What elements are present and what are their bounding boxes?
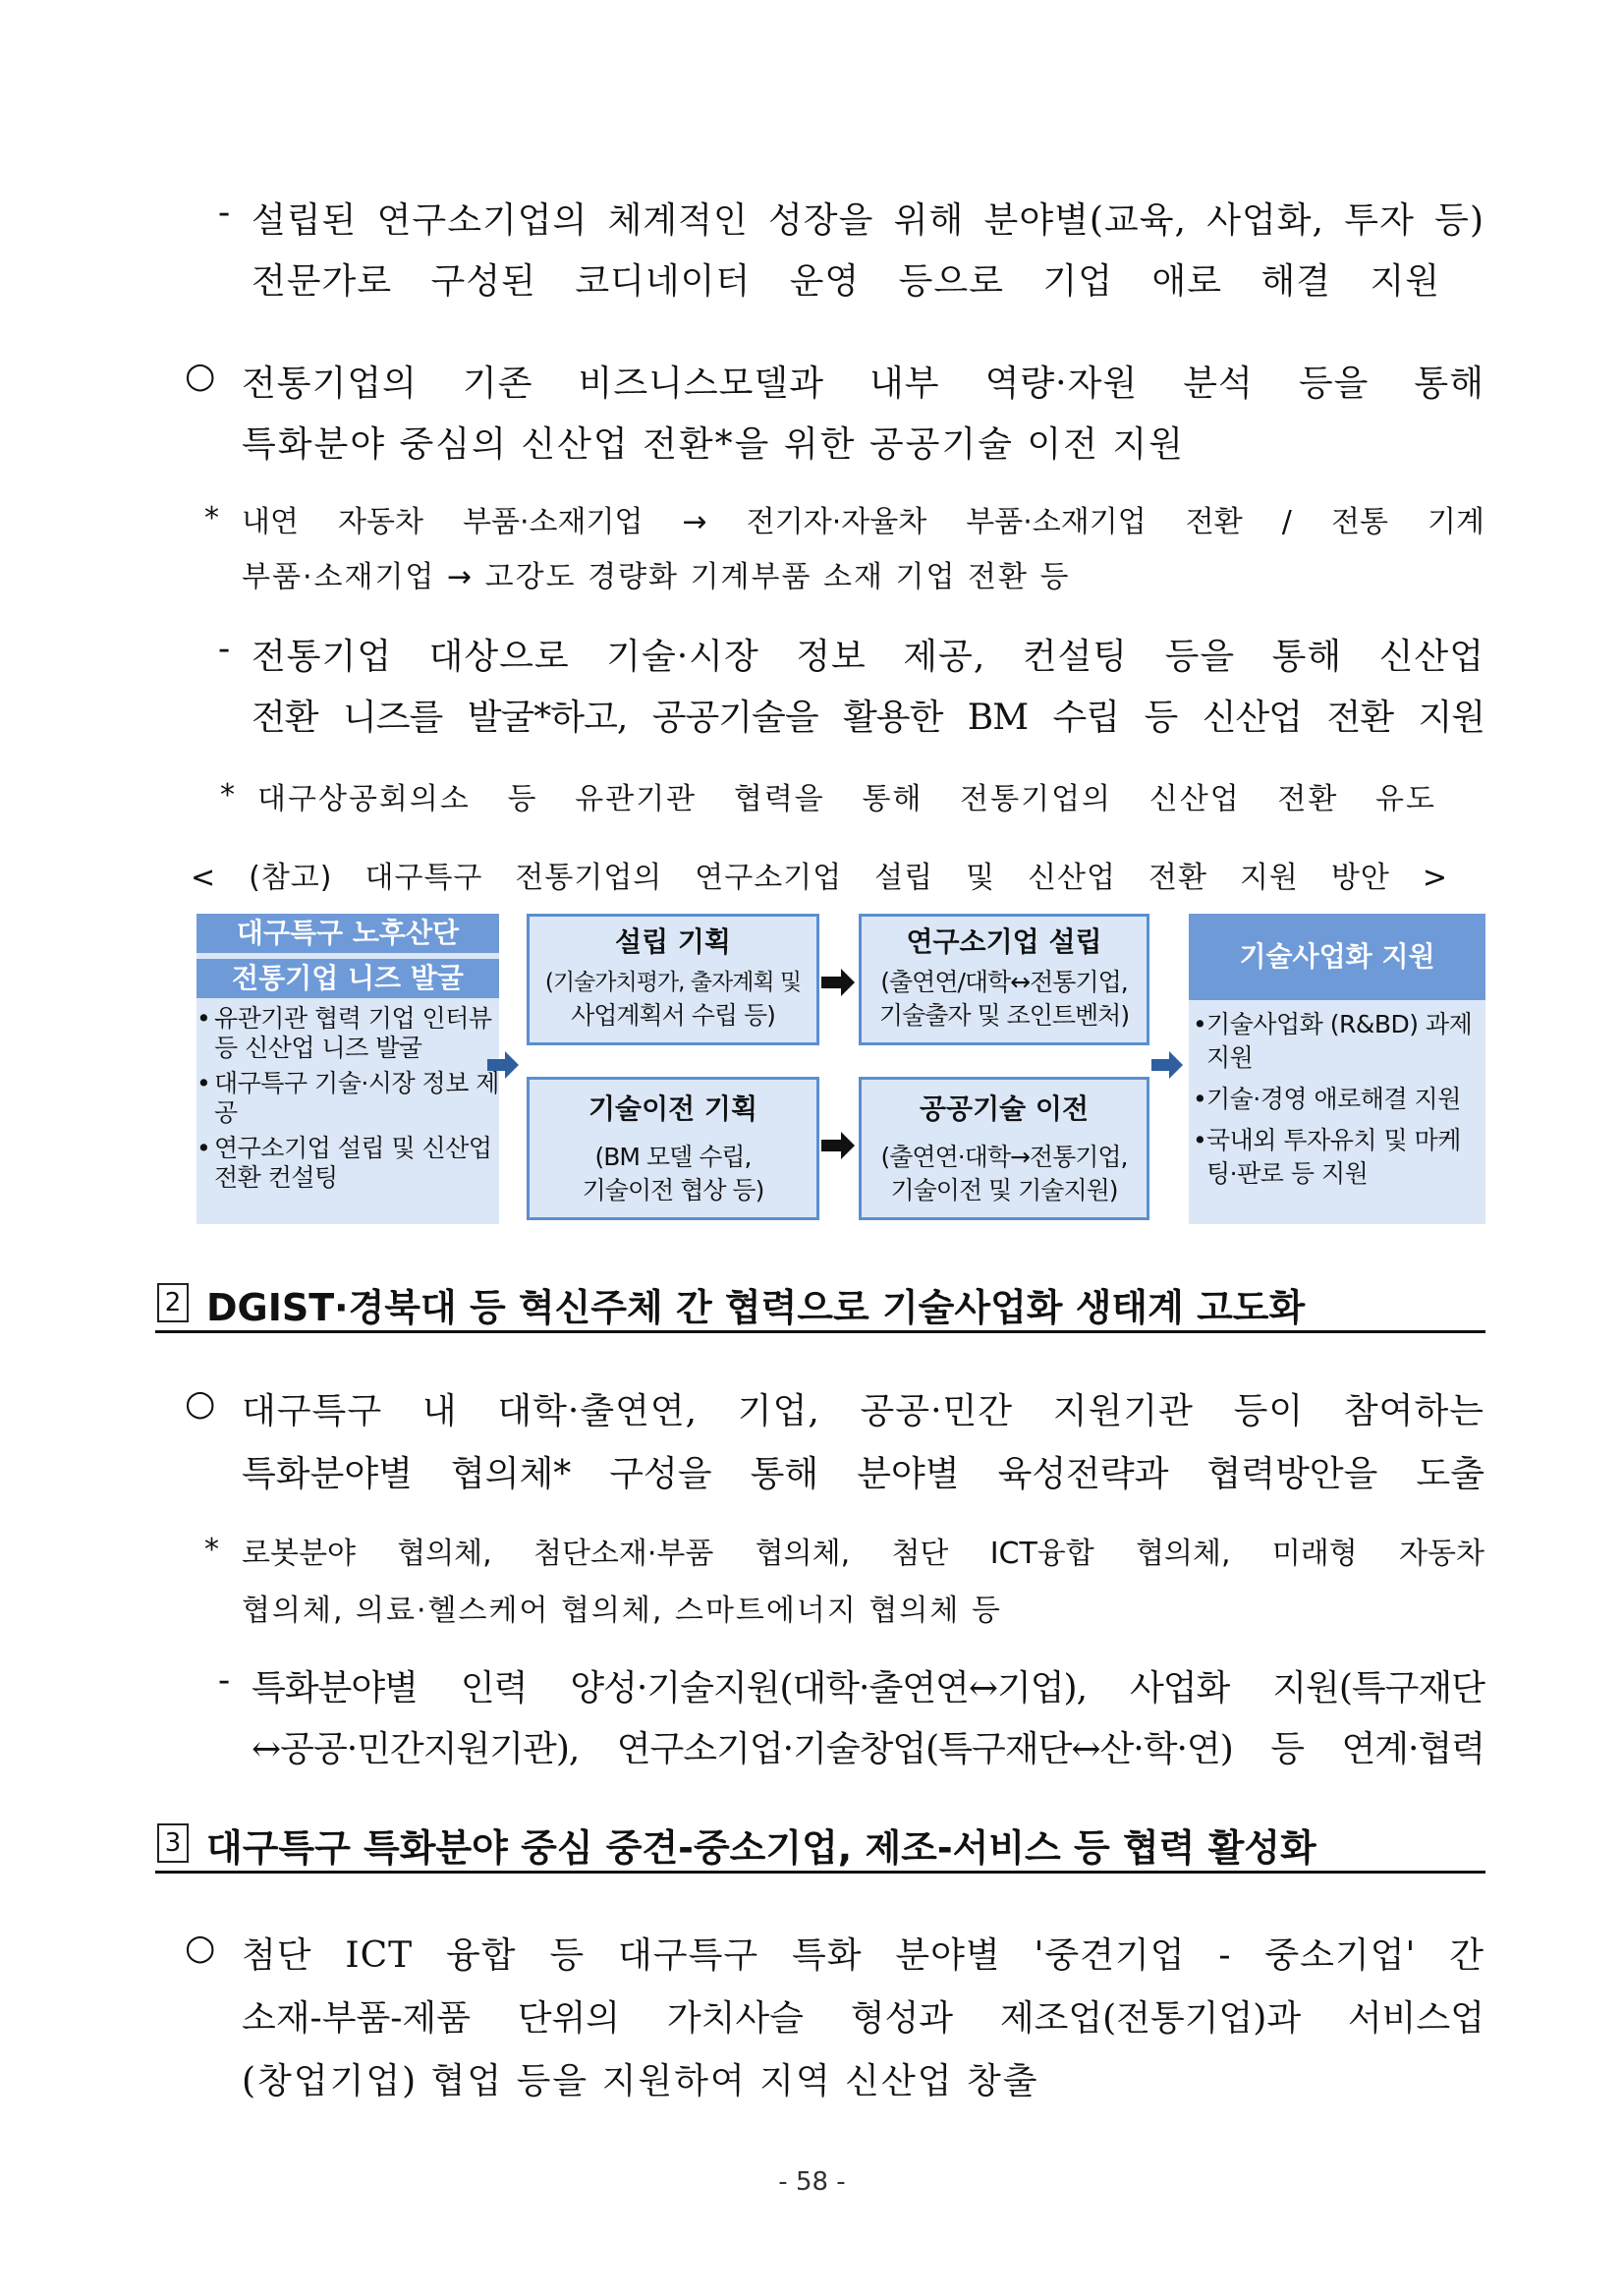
paragraph-line: 특화분야별 협의체* 구성을 통해 분야별 육성전략과 협력방안을 도출 — [242, 1454, 1484, 1494]
list-item: • 국내외 투자유치 및 마케팅·판로 등 지원 — [1193, 1124, 1482, 1191]
box-sub: (기술가치평가, 출자계획 및 — [544, 970, 802, 995]
list-item: • 기술·경영 애로해결 지원 — [1193, 1083, 1482, 1116]
box-tech-transfer-planning — [527, 1077, 819, 1220]
left-header-line-2: 전통기업 니즈 발굴 — [196, 959, 499, 998]
box-title: 설립 기획 — [615, 925, 731, 958]
list-item-text: 기술·경영 애로해결 지원 — [1206, 1085, 1461, 1113]
box-title: 기술이전 기획 — [588, 1092, 758, 1125]
note-star: * — [204, 501, 221, 535]
note-star: * — [204, 1533, 221, 1567]
bullet-circle: ○ — [185, 356, 217, 396]
diagram-caption: < (참고) 대구특구 전통기업의 연구소기업 설립 및 신산업 전환 지원 방안 > — [191, 861, 1448, 895]
box-research-company-establishment — [859, 914, 1149, 1045]
paragraph-line: 첨단 ICT 융합 등 대구특구 특화 분야별 '중견기업 - 중소기업' 간 — [242, 1935, 1484, 1976]
left-column — [196, 914, 499, 1224]
list-item: • 대구특구 기술·시장 정보 제공 — [196, 1069, 499, 1127]
box-title: 연구소기업 설립 — [906, 925, 1102, 958]
section-underline — [155, 1871, 1485, 1874]
note-line: 대구상공회의소 등 유관기관 협력을 통해 전통기업의 신산업 전환 유도 — [257, 782, 1436, 816]
note-line: 협의체, 의료·헬스케어 협의체, 스마트에너지 협의체 등 — [242, 1594, 1002, 1628]
box-sub: 사업계획서 수립 등) — [571, 1001, 775, 1030]
paragraph-line: ↔공공·민간지원기관), 연구소기업·기술창업(특구재단↔산·학·연) 등 연계·협력 — [252, 1729, 1484, 1769]
section-title: 대구특구 특화분야 중심 중견-중소기업, 제조-서비스 등 협력 활성화 — [206, 1826, 1316, 1870]
list-item-text: 국내외 투자유치 및 마케팅·판로 등 지원 — [1206, 1126, 1461, 1188]
box-sub: 기술출자 및 조인트벤처) — [878, 1001, 1130, 1030]
note-star: * — [220, 778, 237, 812]
box-establishment-planning — [527, 914, 819, 1045]
page-number: - 58 - — [778, 2167, 846, 2197]
section-number: 3 — [157, 1823, 189, 1863]
list-item-text: 기술사업화 (R&BD) 과제 지원 — [1206, 1010, 1473, 1072]
note-line: 로봇분야 협의체, 첨단소재·부품 협의체, 첨단 ICT융합 협의체, 미래형 자동차 — [242, 1537, 1484, 1571]
left-list — [196, 1004, 499, 1193]
box-sub: 기술이전 및 기술지원) — [890, 1176, 1118, 1204]
box-title: 공공기술 이전 — [919, 1092, 1090, 1125]
paragraph-line: 전문가로 구성된 코디네이터 운영 등으로 기업 애로 해결 지원 — [252, 261, 1440, 302]
dash-marker: - — [218, 629, 232, 669]
arrow-right-icon — [821, 967, 857, 998]
box-sub: (출연연/대학↔전통기업, — [880, 968, 1128, 996]
list-item: • 연구소기업 설립 및 신산업 전환 컨설팅 — [196, 1134, 499, 1193]
list-item-text: 유관기관 협력 기업 인터뷰 등 신산업 니즈 발굴 — [214, 1004, 492, 1062]
paragraph-line: 특화분야별 인력 양성·기술지원(대학·출연연↔기업), 사업화 지원(특구재단 — [252, 1668, 1484, 1708]
box-sub: (출연연·대학→전통기업, — [880, 1143, 1128, 1171]
right-column — [1189, 914, 1485, 1224]
section-title: DGIST·경북대 등 혁신주체 간 협력으로 기술사업화 생태계 고도화 — [206, 1286, 1306, 1329]
box-sub: (BM 모델 수립, — [594, 1143, 752, 1171]
section-number: 2 — [157, 1283, 189, 1322]
right-list — [1193, 1008, 1482, 1191]
box-sub: 기술이전 협상 등) — [582, 1176, 764, 1204]
list-item-text: 연구소기업 설립 및 신산업 전환 컨설팅 — [214, 1134, 492, 1192]
note-line: 내연 자동차 부품·소재기업 → 전기자·자율차 부품·소재기업 전환 / 전통 기계 — [242, 505, 1484, 539]
arrow-right-icon — [1151, 1049, 1185, 1081]
paragraph-line: 전환 니즈를 발굴*하고, 공공기술을 활용한 BM 수립 등 신산업 전환 지원 — [252, 698, 1484, 738]
arrow-right-icon — [821, 1130, 857, 1161]
bullet-circle: ○ — [185, 1383, 217, 1424]
paragraph-line: 소재-부품-제품 단위의 가치사슬 형성과 제조업(전통기업)과 서비스업 — [242, 1998, 1484, 2039]
paragraph-line: 특화분야 중심의 신산업 전환*을 위한 공공기술 이전 지원 — [242, 424, 1185, 465]
paragraph-line: 설립된 연구소기업의 체계적인 성장을 위해 분야별(교육, 사업화, 투자 등) — [252, 200, 1484, 241]
right-header: 기술사업화 지원 — [1189, 914, 1485, 1000]
left-header-line-1: 대구특구 노후산단 — [196, 914, 499, 953]
section-underline — [155, 1330, 1485, 1333]
paragraph-line: 전통기업의 기존 비즈니스모델과 내부 역량·자원 분석 등을 통해 — [242, 364, 1484, 404]
arrow-right-icon — [487, 1049, 521, 1081]
paragraph-line: 전통기업 대상으로 기술·시장 정보 제공, 컨설팅 등을 통해 신산업 — [252, 637, 1484, 677]
paragraph-line: (창업기업) 협업 등을 지원하여 지역 신산업 창출 — [242, 2061, 1039, 2101]
dash-marker: - — [218, 193, 232, 233]
dash-marker: - — [218, 1660, 232, 1701]
list-item: • 유관기관 협력 기업 인터뷰 등 신산업 니즈 발굴 — [196, 1004, 499, 1063]
bullet-circle: ○ — [185, 1928, 217, 1968]
box-public-tech-transfer — [859, 1077, 1149, 1220]
list-item-text: 대구특구 기술·시장 정보 제공 — [214, 1069, 499, 1127]
paragraph-line: 대구특구 내 대학·출연연, 기업, 공공·민간 지원기관 등이 참여하는 — [242, 1391, 1484, 1431]
note-line: 부품·소재기업 → 고강도 경량화 기계부품 소재 기업 전환 등 — [242, 560, 1071, 594]
list-item: • 기술사업화 (R&BD) 과제 지원 — [1193, 1008, 1482, 1075]
